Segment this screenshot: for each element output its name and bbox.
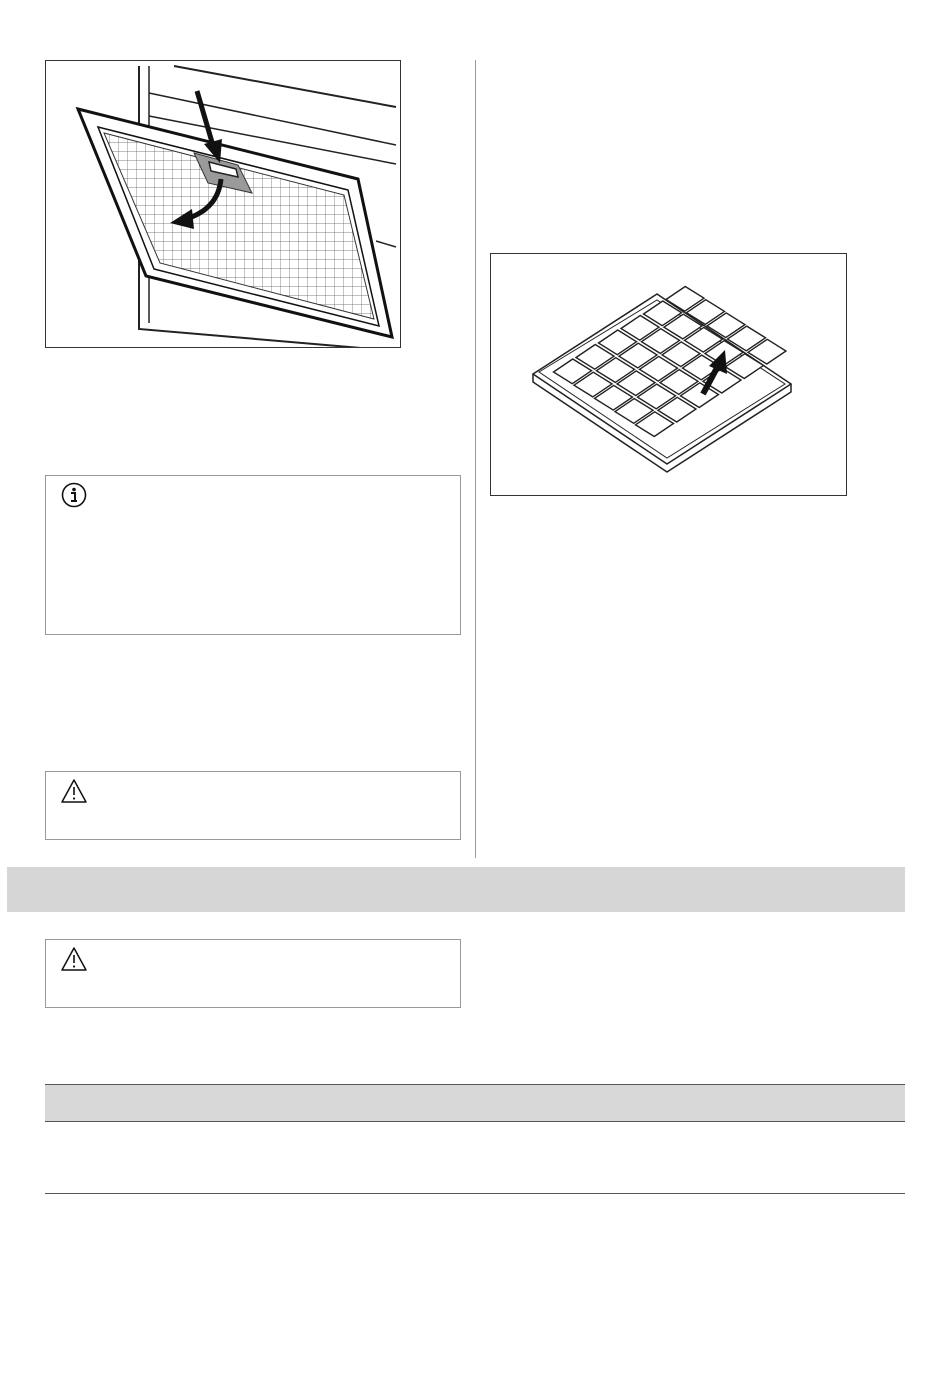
warning-notice	[45, 939, 461, 1008]
table-row	[45, 1121, 905, 1194]
info-icon	[61, 482, 87, 508]
warning-icon	[60, 946, 88, 972]
filter-cassette-drawing	[491, 254, 846, 495]
warning-icon	[60, 778, 88, 804]
section-heading-band	[7, 867, 905, 912]
information-notice	[45, 475, 461, 635]
grease-filter-figure	[45, 60, 401, 348]
filter-cassette-figure	[490, 253, 847, 496]
warning-notice	[45, 771, 461, 840]
column-divider	[475, 60, 476, 858]
table-header-row	[45, 1084, 905, 1122]
grease-filter-drawing	[46, 61, 400, 347]
